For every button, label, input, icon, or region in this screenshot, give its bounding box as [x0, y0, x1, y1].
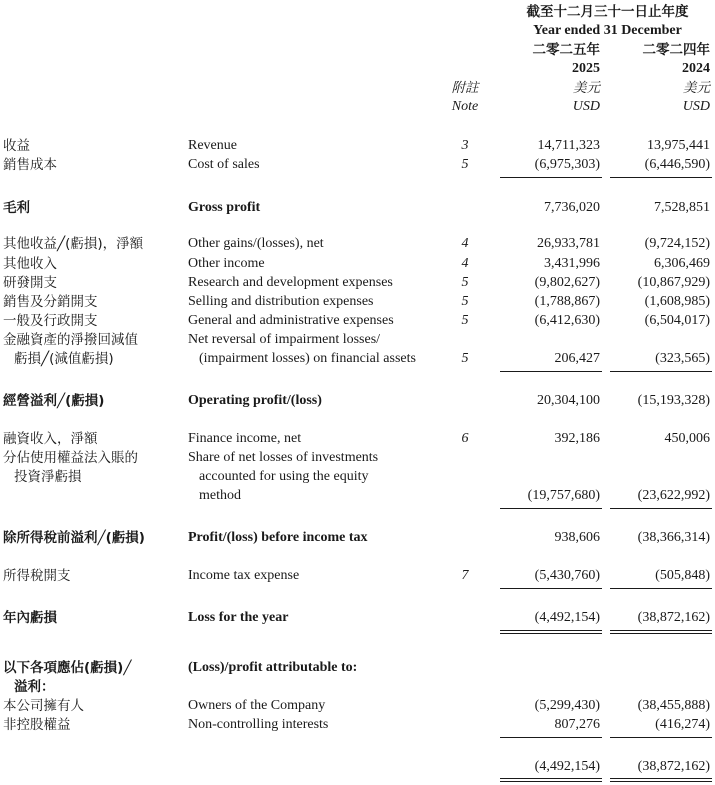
general-admin-2025: (6,412,630) [534, 313, 600, 328]
rule [610, 508, 712, 509]
selling-note: 5 [461, 294, 469, 309]
operating-en: Operating profit/(loss) [188, 393, 322, 408]
share-losses-en-line3: method [199, 488, 241, 503]
other-income-2024: 6,306,469 [654, 256, 710, 271]
selling-cn: 銷售及分銷開支 [3, 294, 98, 310]
total-2024: (38,872,162) [637, 759, 710, 774]
general-admin-cn: 一般及行政開支 [3, 313, 98, 329]
gross-profit-2024: 7,528,851 [654, 200, 710, 215]
currency-cn-2024: 美元 [683, 80, 710, 96]
impairment-cn-line1: 金融資產的淨撥回減值 [3, 332, 138, 348]
double-rule [610, 781, 712, 782]
gross-profit-cn: 毛利 [3, 200, 30, 216]
other-gains-2024: (9,724,152) [644, 236, 710, 251]
currency-cn-2025: 美元 [573, 80, 600, 96]
rule [610, 177, 712, 178]
tax-cn: 所得稅開支 [3, 568, 71, 584]
finance-income-note: 6 [461, 431, 469, 446]
revenue-2025: 14,711,323 [537, 138, 600, 153]
cost-of-sales-en: Cost of sales [188, 157, 260, 172]
rnd-note: 5 [461, 275, 469, 290]
revenue-en: Revenue [188, 138, 237, 153]
other-gains-cn: 其他收益╱(虧損)，淨額 [3, 236, 144, 252]
gross-profit-2025: 7,736,020 [544, 200, 600, 215]
nci-2024: (416,274) [655, 717, 710, 732]
nci-cn: 非控股權益 [3, 717, 71, 733]
rnd-en: Research and development expenses [188, 275, 393, 290]
owners-en: Owners of the Company [188, 698, 326, 713]
other-gains-2025: 26,933,781 [537, 236, 600, 251]
share-losses-cn-line2: 投資淨虧損 [14, 469, 82, 485]
pbt-cn: 除所得稅前溢利╱(虧損) [3, 530, 145, 546]
cost-of-sales-2025: (6,975,303) [534, 157, 600, 172]
loss-year-2025: (4,492,154) [534, 610, 600, 625]
revenue-note: 3 [461, 138, 469, 153]
operating-cn: 經營溢利╱(虧損) [3, 393, 105, 409]
cost-of-sales-note: 5 [461, 157, 469, 172]
year-cn-2024: 二零二四年 [642, 42, 710, 58]
year-cn-2025: 二零二五年 [532, 42, 600, 58]
total-2025: (4,492,154) [534, 759, 600, 774]
attributable-en: (Loss)/profit attributable to: [188, 660, 358, 675]
rnd-cn: 研發開支 [3, 275, 57, 291]
finance-income-en: Finance income, net [188, 431, 302, 446]
double-rule [500, 778, 602, 779]
rnd-2024: (10,867,929) [637, 275, 710, 290]
impairment-en-line2: (impairment losses) on financial assets [199, 351, 416, 366]
nci-en: Non-controlling interests [188, 717, 329, 732]
rule [610, 588, 712, 589]
attributable-cn-line1: 以下各項應佔(虧損)╱ [3, 660, 132, 676]
nci-2025: 807,276 [554, 717, 600, 732]
selling-2024: (1,608,985) [644, 294, 710, 309]
rule [500, 508, 602, 509]
impairment-2024: (323,565) [655, 351, 710, 366]
impairment-en-line1: Net reversal of impairment losses/ [188, 332, 381, 347]
other-income-2025: 3,431,996 [544, 256, 600, 271]
double-rule [500, 633, 602, 634]
attributable-cn-line2: 溢利： [14, 679, 55, 695]
general-admin-2024: (6,504,017) [644, 313, 710, 328]
double-rule [610, 778, 712, 779]
period-cn-header: 截至十二月三十一日止年度 [526, 4, 689, 20]
share-losses-2025: (19,757,680) [527, 488, 600, 503]
revenue-2024: 13,975,441 [647, 138, 710, 153]
period-en-header: Year ended 31 December [533, 23, 682, 38]
impairment-note: 5 [461, 351, 469, 366]
rule [500, 737, 602, 738]
finance-income-2024: 450,006 [664, 431, 710, 446]
pbt-en: Profit/(loss) before income tax [188, 530, 368, 545]
operating-2024: (15,193,328) [637, 393, 710, 408]
rule [500, 177, 602, 178]
rnd-2025: (9,802,627) [534, 275, 600, 290]
note-en-header: Note [451, 99, 479, 114]
rule [500, 588, 602, 589]
finance-income-cn: 融資收入，淨額 [3, 431, 98, 447]
currency-en-2024: USD [682, 99, 710, 114]
share-losses-en-line2: accounted for using the equity [199, 469, 369, 484]
owners-2024: (38,455,888) [637, 698, 710, 713]
finance-income-2025: 392,186 [554, 431, 600, 446]
year-2025: 2025 [572, 61, 600, 76]
general-admin-en: General and administrative expenses [188, 313, 394, 328]
currency-en-2025: USD [572, 99, 600, 114]
double-rule [500, 630, 602, 631]
rule [500, 371, 602, 372]
double-rule [610, 633, 712, 634]
year-2024: 2024 [682, 61, 710, 76]
share-losses-2024: (23,622,992) [637, 488, 710, 503]
loss-year-2024: (38,872,162) [637, 610, 710, 625]
gross-profit-en: Gross profit [188, 200, 261, 215]
rule [610, 737, 712, 738]
owners-cn: 本公司擁有人 [3, 698, 84, 714]
rule [610, 371, 712, 372]
tax-en: Income tax expense [188, 568, 300, 583]
note-cn-header: 附註 [451, 80, 479, 96]
other-income-cn: 其他收入 [3, 256, 57, 272]
other-income-note: 4 [461, 256, 469, 271]
tax-2025: (5,430,760) [534, 568, 600, 583]
impairment-2025: 206,427 [554, 351, 600, 366]
pbt-2024: (38,366,314) [637, 530, 710, 545]
pbt-2025: 938,606 [554, 530, 600, 545]
other-income-en: Other income [188, 256, 265, 271]
revenue-cn: 收益 [3, 138, 30, 154]
selling-2025: (1,788,867) [534, 294, 600, 309]
loss-year-cn: 年內虧損 [3, 610, 57, 626]
share-losses-en-line1: Share of net losses of investments [188, 450, 379, 465]
share-losses-cn-line1: 分佔使用權益法入賬的 [3, 450, 138, 466]
cost-of-sales-cn: 銷售成本 [3, 157, 57, 173]
cost-of-sales-2024: (6,446,590) [644, 157, 710, 172]
tax-2024: (505,848) [655, 568, 710, 583]
impairment-cn-line2: 虧損╱(減值虧損) [14, 351, 114, 367]
general-admin-note: 5 [461, 313, 469, 328]
selling-en: Selling and distribution expenses [188, 294, 374, 309]
owners-2025: (5,299,430) [534, 698, 600, 713]
double-rule [500, 781, 602, 782]
other-gains-note: 4 [461, 236, 469, 251]
other-gains-en: Other gains/(losses), net [188, 236, 324, 251]
tax-note: 7 [461, 568, 469, 583]
double-rule [610, 630, 712, 631]
operating-2025: 20,304,100 [537, 393, 600, 408]
loss-year-en: Loss for the year [188, 610, 289, 625]
